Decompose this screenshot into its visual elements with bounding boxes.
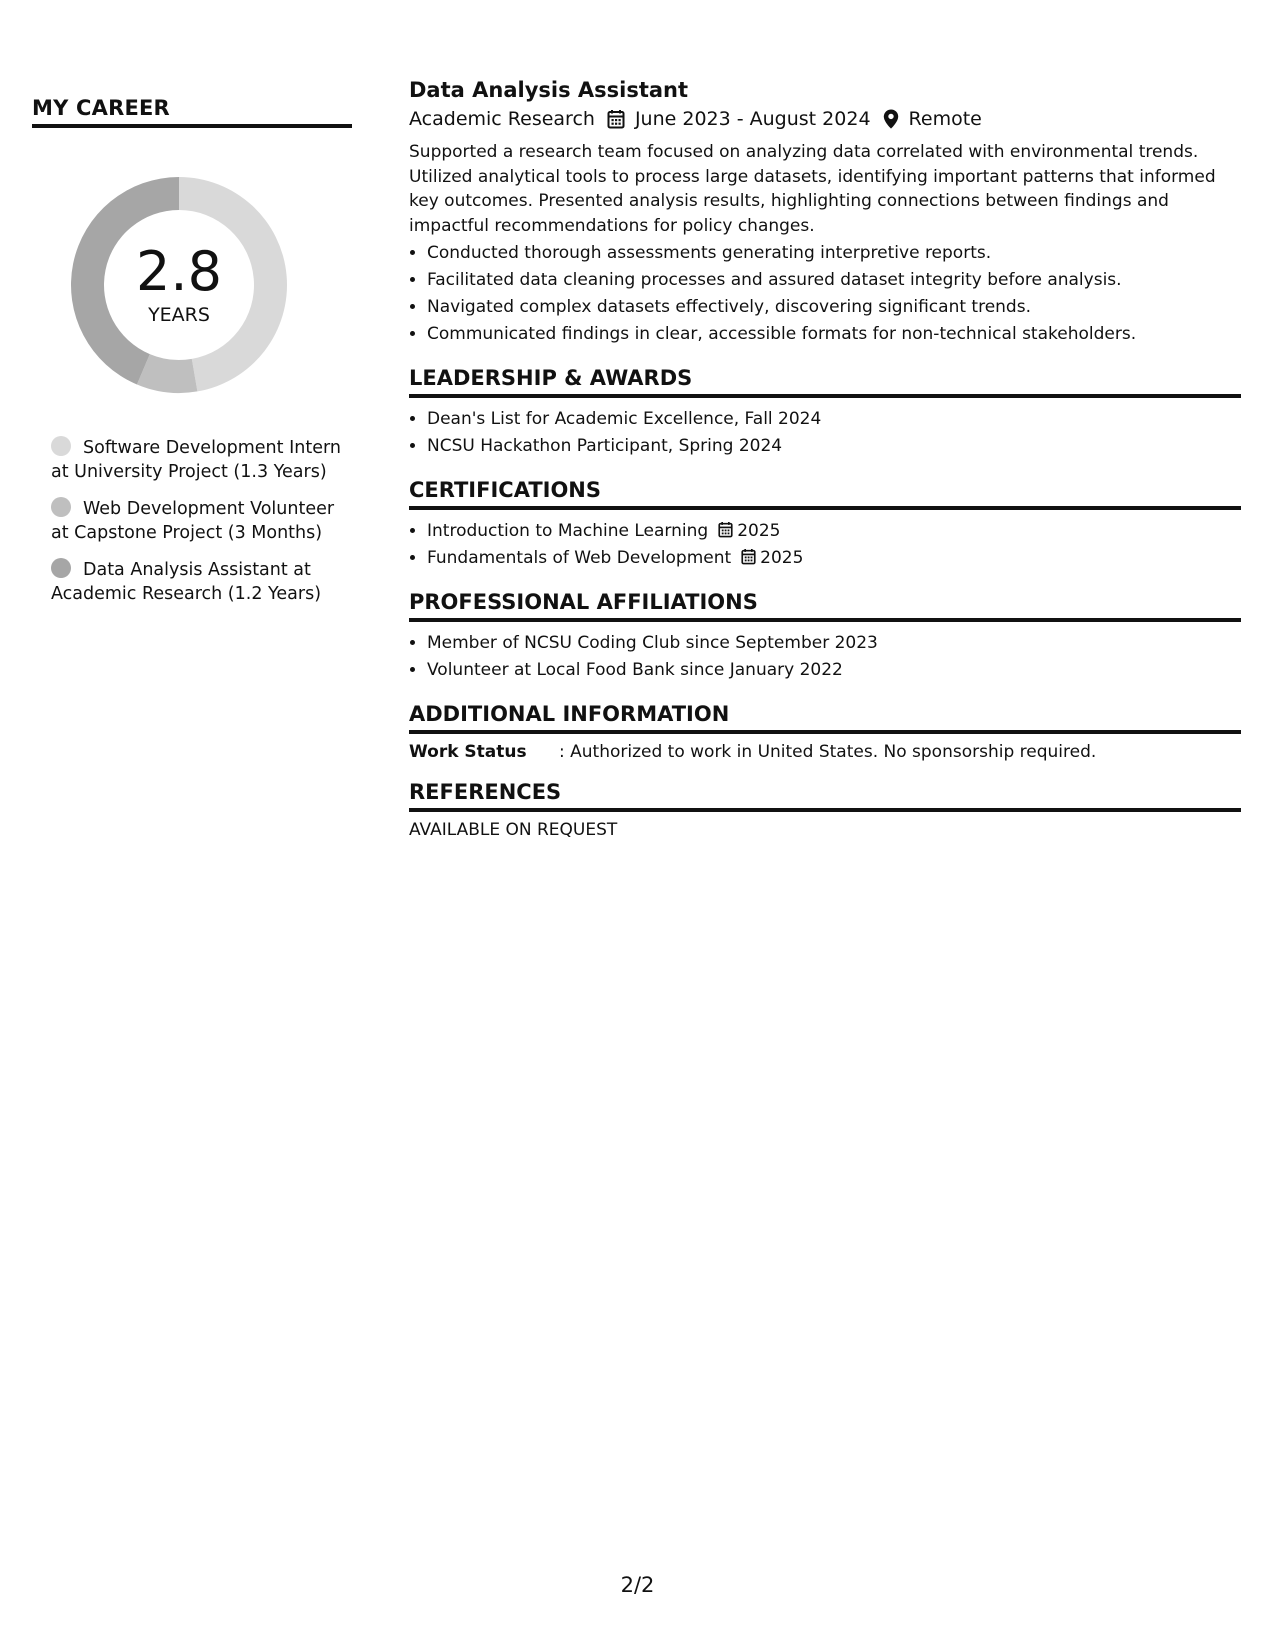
work-status-value: : Authorized to work in United States. No sponsorship required.	[559, 742, 1097, 762]
job-description: Supported a research team focused on analyzing data correlated with environmental trends. Utilized analytical tools to process large datasets, identifying important patterns that informed key outcomes. Presented analysis results, highlighting connections between findings and impactful recommendations for policy changes.	[409, 142, 1216, 236]
career-donut-chart	[64, 170, 294, 400]
affiliations-title: PROFESSIONAL AFFILIATIONS	[409, 590, 1241, 622]
affiliations-section	[409, 590, 1241, 684]
legend-dot-icon	[51, 497, 71, 517]
job-location: Remote	[908, 108, 982, 130]
leadership-title: LEADERSHIP & AWARDS	[409, 366, 1241, 398]
references-title: REFERENCES	[409, 780, 1241, 812]
affiliations-list	[409, 630, 1241, 684]
list-item: • Dean's List for Academic Excellence, Fall 2024	[427, 406, 1241, 433]
career-section-title: MY CAREER	[32, 96, 352, 128]
references-section	[409, 780, 1241, 840]
career-sidebar	[32, 96, 352, 619]
certification-year: 2025	[760, 548, 804, 568]
job-bullets	[409, 240, 1241, 348]
donut-center	[64, 170, 294, 400]
main-content	[409, 78, 1241, 840]
calendar-icon	[741, 548, 756, 565]
work-status-label: Work Status	[409, 742, 527, 762]
total-years-value: 2.8	[136, 240, 222, 303]
legend-label: Software Development Intern at University Project (1.3 Years)	[51, 438, 341, 482]
certification-name: Introduction to Machine Learning	[427, 521, 709, 541]
additional-info-title: ADDITIONAL INFORMATION	[409, 702, 1241, 734]
list-item: • Navigated complex datasets effectively, discovering significant trends.	[427, 294, 1241, 321]
legend-item	[51, 558, 341, 606]
career-legend	[51, 436, 341, 606]
legend-item	[51, 497, 341, 545]
location-pin-icon	[883, 109, 899, 129]
leadership-section	[409, 366, 1241, 460]
job-title: Data Analysis Assistant	[409, 78, 689, 102]
work-status-row	[409, 742, 1241, 762]
certification-year: 2025	[737, 521, 781, 541]
job-dates: June 2023 - August 2024	[634, 108, 871, 130]
list-item	[427, 518, 1241, 545]
job-meta	[409, 108, 1241, 130]
total-years-unit: YEARS	[148, 304, 210, 326]
legend-label: Data Analysis Assistant at Academic Research (1.2 Years)	[51, 560, 322, 604]
legend-dot-icon	[51, 436, 71, 456]
legend-label: Web Development Volunteer at Capstone Project (3 Months)	[51, 499, 335, 543]
references-text: AVAILABLE ON REQUEST	[409, 820, 618, 840]
certification-name: Fundamentals of Web Development	[427, 548, 732, 568]
list-item: • NCSU Hackathon Participant, Spring 2024	[427, 433, 1241, 460]
calendar-icon	[718, 521, 733, 538]
page-number: 2/2	[620, 1573, 655, 1597]
leadership-list	[409, 406, 1241, 460]
additional-info-section	[409, 702, 1241, 762]
list-item	[427, 545, 1241, 572]
list-item: • Member of NCSU Coding Club since September 2023	[427, 630, 1241, 657]
list-item: • Conducted thorough assessments generating interpretive reports.	[427, 240, 1241, 267]
calendar-icon	[607, 109, 625, 129]
experience-entry	[409, 78, 1241, 348]
certifications-section	[409, 478, 1241, 572]
certifications-title: CERTIFICATIONS	[409, 478, 1241, 510]
legend-item	[51, 436, 341, 484]
list-item: • Communicated findings in clear, accessible formats for non-technical stakeholders.	[427, 321, 1241, 348]
list-item: • Volunteer at Local Food Bank since January 2022	[427, 657, 1241, 684]
certifications-list	[409, 518, 1241, 572]
legend-dot-icon	[51, 558, 71, 578]
list-item: • Facilitated data cleaning processes and assured dataset integrity before analysis.	[427, 267, 1241, 294]
job-company: Academic Research	[409, 108, 595, 130]
